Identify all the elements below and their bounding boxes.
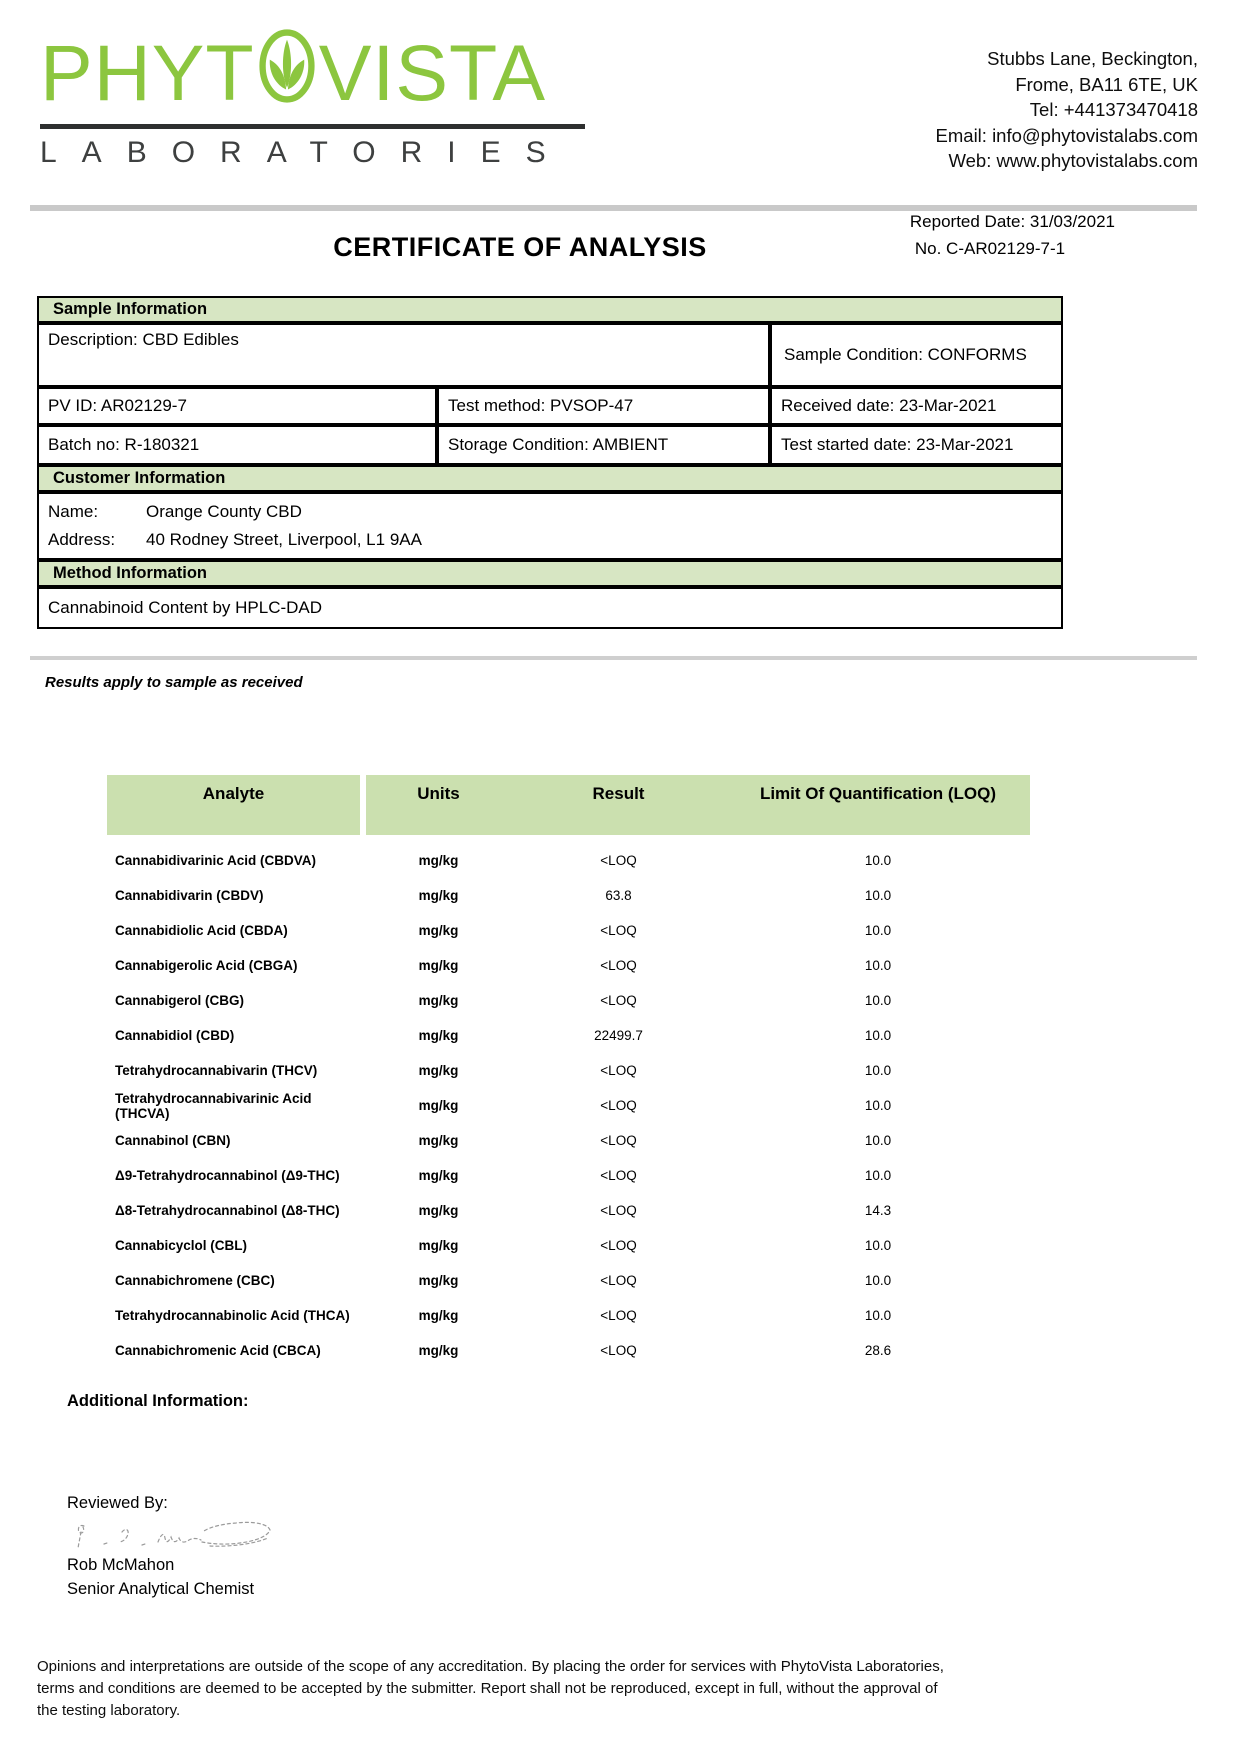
pvid-row (37, 387, 1063, 425)
phytovista-logo (40, 28, 600, 174)
loq-cell: 28.6 (864, 1343, 892, 1358)
header (40, 28, 1198, 174)
results-table (107, 775, 1030, 1368)
reported-date: Reported Date: 31/03/2021 (909, 212, 1115, 231)
table-row (107, 1088, 1030, 1123)
contact-address-line2: Frome, BA11 6TE, UK (1015, 73, 1198, 95)
table-row (107, 1193, 1030, 1228)
analyte-cell: Cannabidiolic Acid (CBDA) (115, 923, 288, 938)
result-cell: <LOQ (600, 1063, 637, 1078)
section-method-information: Method Information (37, 560, 1063, 587)
storage-condition-cell: Storage Condition: AMBIENT (437, 425, 770, 465)
method-box: Cannabinoid Content by HPLC-DAD (37, 587, 1063, 629)
footer-line1: Opinions and interpretations are outside of the scope of any accreditation. By placing the order for services with PhytoVista Laboratories, (37, 1658, 944, 1675)
analyte-cell: Δ9-Tetrahydrocannabinol (Δ9-THC) (115, 1168, 340, 1183)
batch-row (37, 425, 1063, 465)
units-cell: mg/kg (418, 923, 459, 938)
units-cell: mg/kg (418, 1343, 459, 1358)
loq-cell: 10.0 (864, 1238, 892, 1253)
analyte-cell: Cannabidivarin (CBDV) (115, 888, 264, 903)
contact-phone: Tel: +441373470418 (1029, 99, 1198, 121)
results-table-header (107, 775, 1030, 835)
info-area (37, 296, 1063, 629)
customer-address-line (48, 530, 1051, 550)
result-cell: 63.8 (605, 888, 632, 903)
analyte-cell: Cannabidiol (CBD) (115, 1028, 235, 1043)
analyte-cell: Cannabigerol (CBG) (115, 993, 245, 1008)
result-cell: <LOQ (600, 1343, 637, 1358)
contact-address-line1: Stubbs Lane, Beckington, (987, 48, 1198, 69)
test-started-date-cell: Test started date: 23-Mar-2021 (770, 425, 1063, 465)
header-divider-bar (30, 205, 1197, 211)
analyte-cell: Δ8-Tetrahydrocannabinol (Δ8-THC) (115, 1203, 340, 1218)
test-method-cell: Test method: PVSOP-47 (437, 387, 770, 425)
result-cell: <LOQ (600, 1133, 637, 1148)
section-sample-information: Sample Information (37, 296, 1063, 323)
result-cell: <LOQ (600, 1203, 637, 1218)
section-customer-information: Customer Information (37, 465, 1063, 492)
result-cell: <LOQ (600, 1168, 637, 1183)
table-row (107, 913, 1030, 948)
loq-cell: 10.0 (864, 958, 892, 973)
table-row (107, 1158, 1030, 1193)
section-divider-line (30, 656, 1197, 660)
loq-cell: 14.3 (864, 1203, 892, 1218)
analyte-cell: Cannabichromene (CBC) (115, 1273, 275, 1288)
loq-cell: 10.0 (864, 888, 892, 903)
units-cell: mg/kg (418, 1028, 459, 1043)
analyte-cell: Tetrahydrocannabivarin (THCV) (115, 1063, 318, 1078)
units-cell: mg/kg (418, 1168, 459, 1183)
analyte-cell: Tetrahydrocannabivarinic Acid (THCVA) (115, 1090, 312, 1121)
loq-cell: 10.0 (864, 993, 892, 1008)
result-cell: <LOQ (600, 1238, 637, 1253)
result-cell: <LOQ (600, 1098, 637, 1113)
analyte-cell: Cannabigerolic Acid (CBGA) (115, 958, 298, 973)
analyte-cell: Cannabicyclol (CBL) (115, 1238, 248, 1253)
description-row (37, 323, 1063, 387)
customer-name-line (48, 502, 1051, 522)
units-cell: mg/kg (418, 1238, 459, 1253)
column-header-analyte: Analyte (107, 775, 360, 835)
customer-name-value: Orange County CBD (146, 502, 302, 521)
column-header-group (366, 775, 1030, 835)
result-cell: <LOQ (600, 958, 637, 973)
result-cell: <LOQ (600, 993, 637, 1008)
result-cell: <LOQ (600, 1308, 637, 1323)
result-cell: 22499.7 (594, 1028, 643, 1043)
footer-line3: the testing laboratory. (37, 1701, 181, 1719)
table-row (107, 878, 1030, 913)
description-cell: Description: CBD Edibles (37, 323, 770, 387)
brand-subtitle: LABORATORIES (40, 136, 571, 169)
analyte-cell: Cannabidivarinic Acid (CBDVA) (115, 853, 317, 868)
table-row (107, 1018, 1030, 1053)
reviewer-name: Rob McMahon (67, 1556, 175, 1574)
loq-cell: 10.0 (864, 1028, 892, 1043)
received-date-cell: Received date: 23-Mar-2021 (770, 387, 1063, 425)
result-cell: <LOQ (600, 1273, 637, 1288)
table-row (107, 948, 1030, 983)
footer-disclaimer (37, 1656, 1204, 1721)
units-cell: mg/kg (418, 1203, 459, 1218)
units-cell: mg/kg (418, 1308, 459, 1323)
units-cell: mg/kg (418, 1063, 459, 1078)
brand-part1: PHYT (40, 27, 255, 117)
table-row (107, 1298, 1030, 1333)
column-header-units: Units (417, 784, 460, 803)
leaf-icon (258, 28, 316, 116)
brand-divider (40, 124, 585, 129)
column-header-loq: Limit Of Quantification (LOQ) (759, 784, 997, 803)
table-row (107, 1263, 1030, 1298)
loq-cell: 10.0 (864, 1273, 892, 1288)
loq-cell: 10.0 (864, 1133, 892, 1148)
table-row (107, 983, 1030, 1018)
page-title: CERTIFICATE OF ANALYSIS (333, 232, 707, 262)
contact-email: Email: info@phytovistalabs.com (935, 124, 1198, 146)
units-cell: mg/kg (418, 958, 459, 973)
customer-address-value: 40 Rodney Street, Liverpool, L1 9AA (146, 530, 422, 549)
footer-line2: terms and conditions are deemed to be accepted by the submitter. Report shall not be reproduced, except in full, without the approval of (37, 1679, 938, 1697)
table-row (107, 1228, 1030, 1263)
units-cell: mg/kg (418, 1133, 459, 1148)
table-row (107, 843, 1030, 878)
sample-condition-cell: Sample Condition: CONFORMS (770, 323, 1063, 387)
analyte-cell: Cannabinol (CBN) (115, 1133, 231, 1148)
brand-part2: VISTA (318, 27, 547, 117)
report-number: No. C-AR02129-7-1 (914, 239, 1066, 258)
units-cell: mg/kg (418, 993, 459, 1008)
loq-cell: 10.0 (864, 1308, 892, 1323)
loq-cell: 10.0 (864, 853, 892, 868)
results-note: Results apply to sample as received (45, 674, 303, 691)
reviewer-role: Senior Analytical Chemist (67, 1580, 255, 1598)
loq-cell: 10.0 (864, 923, 892, 938)
units-cell: mg/kg (418, 1098, 459, 1113)
batch-no-cell: Batch no: R-180321 (37, 425, 437, 465)
result-cell: <LOQ (600, 853, 637, 868)
column-header-result: Result (592, 784, 645, 803)
loq-cell: 10.0 (864, 1098, 892, 1113)
brand-wordmark (40, 28, 600, 116)
loq-cell: 10.0 (864, 1168, 892, 1183)
units-cell: mg/kg (418, 888, 459, 903)
analyte-cell: Cannabichromenic Acid (CBCA) (115, 1343, 321, 1358)
contact-web: Web: www.phytovistalabs.com (948, 150, 1198, 172)
analyte-cell: Tetrahydrocannabinolic Acid (THCA) (115, 1308, 350, 1323)
loq-cell: 10.0 (864, 1063, 892, 1078)
table-row (107, 1053, 1030, 1088)
table-row (107, 1333, 1030, 1368)
table-row (107, 1123, 1030, 1158)
customer-name-label: Name: (48, 502, 99, 521)
lab-contact-block (936, 28, 1198, 174)
units-cell: mg/kg (418, 853, 459, 868)
pv-id-cell: PV ID: AR02129-7 (37, 387, 437, 425)
customer-box (37, 492, 1063, 560)
results-table-body (107, 843, 1030, 1368)
reviewed-by-label: Reviewed By: (67, 1494, 168, 1512)
units-cell: mg/kg (418, 1273, 459, 1288)
customer-address-label: Address: (48, 530, 116, 549)
result-cell: <LOQ (600, 923, 637, 938)
additional-information-label: Additional Information: (67, 1392, 249, 1410)
